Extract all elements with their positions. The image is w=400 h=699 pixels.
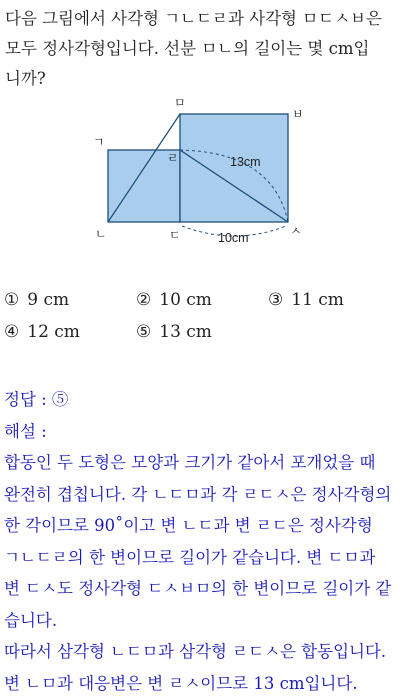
explanation-line: 변 ㄷㅅ도 정사각형 ㄷㅅㅂㅁ의 한 변이므로 길이가 같 bbox=[4, 573, 400, 605]
choice-number: ③ bbox=[268, 290, 283, 310]
length-label-ds: 10cm bbox=[218, 231, 249, 245]
question-line: 니까? bbox=[5, 64, 397, 94]
choice-text: 9 cm bbox=[27, 290, 69, 310]
vertex-label-n: ㄴ bbox=[95, 227, 107, 241]
squares-diagram bbox=[85, 90, 315, 250]
choice-number: ④ bbox=[4, 322, 19, 342]
choice-number: ⑤ bbox=[136, 322, 151, 342]
explanation-line: 습니다. bbox=[4, 605, 400, 637]
choice-row bbox=[4, 322, 396, 354]
choice-text: 11 cm bbox=[291, 290, 344, 310]
explanation-line: 합동인 두 도형은 모양과 크기가 같아서 포개었을 때 bbox=[4, 447, 400, 479]
choice-number: ① bbox=[4, 290, 19, 310]
explanation-label: 해설 : bbox=[4, 416, 400, 448]
explanation-line: 변 ㄴㅁ과 대응변은 변 ㄹㅅ이므로 13 cm입니다. bbox=[4, 668, 400, 699]
choice-number: ② bbox=[136, 290, 151, 310]
answer-section bbox=[4, 384, 400, 699]
explanation-line: 완전히 겹칩니다. 각 ㄴㄷㅁ과 각 ㄹㄷㅅ은 정사각형의 bbox=[4, 479, 400, 511]
answer-choices bbox=[4, 290, 396, 354]
question-line: 모두 정사각형입니다. 선분 ㅁㄴ의 길이는 몇 cm입 bbox=[5, 34, 397, 64]
geometry-figure bbox=[85, 90, 315, 250]
vertex-label-d: ㄷ bbox=[169, 228, 181, 242]
choice-text: 10 cm bbox=[159, 290, 212, 310]
vertex-label-s: ㅅ bbox=[290, 224, 302, 238]
choice-text: 13 cm bbox=[159, 322, 212, 342]
explanation-line: ㄱㄴㄷㄹ의 한 변이므로 길이가 같습니다. 변 ㄷㅁ과 bbox=[4, 542, 400, 574]
question-line: 다음 그림에서 사각형 ㄱㄴㄷㄹ과 사각형 ㅁㄷㅅㅂ은 bbox=[5, 4, 397, 34]
length-label-rs: 13cm bbox=[230, 155, 261, 169]
choice-5[interactable] bbox=[136, 322, 212, 342]
vertex-label-b: ㅂ bbox=[292, 107, 304, 121]
choice-1[interactable] bbox=[4, 290, 69, 310]
choice-4[interactable] bbox=[4, 322, 80, 342]
choice-row bbox=[4, 290, 396, 322]
explanation-line: 한 각이므로 90˚이고 변 ㄴㄷ과 변 ㄹㄷ은 정사각형 bbox=[4, 510, 400, 542]
explanation-line: 따라서 삼각형 ㄴㄷㅁ과 삼각형 ㄹㄷㅅ은 합동입니다. bbox=[4, 636, 400, 668]
vertex-label-m: ㅁ bbox=[174, 96, 186, 110]
vertex-label-r: ㄹ bbox=[167, 151, 179, 165]
choice-3[interactable] bbox=[268, 290, 344, 310]
vertex-label-g: ㄱ bbox=[93, 135, 105, 149]
question-text bbox=[5, 4, 397, 94]
choice-text: 12 cm bbox=[27, 322, 80, 342]
answer-line: 정답 : ⑤ bbox=[4, 384, 400, 416]
choice-2[interactable] bbox=[136, 290, 212, 310]
